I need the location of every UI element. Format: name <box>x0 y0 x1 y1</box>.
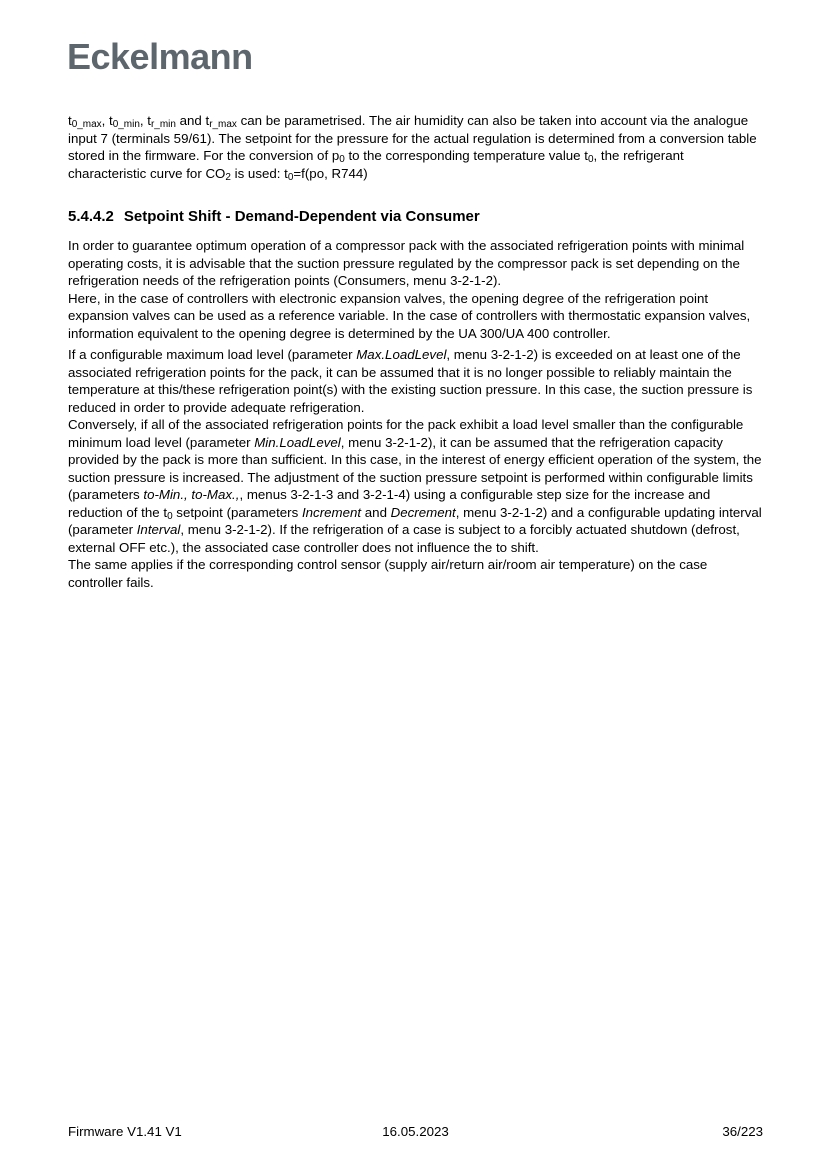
footer-firmware-version: Firmware V1.41 V1 <box>68 1124 182 1139</box>
section-number: 5.4.4.2 <box>68 208 114 225</box>
section-title: Setpoint Shift - Demand-Dependent via Consumer <box>123 208 480 225</box>
body-paragraph-2: If a configurable maximum load level (parameter Max.LoadLevel, menu 3-2-1-2) is exceeded on at least one of the associated refrigeration points for the pack, it can be assumed that it is no longer possible to reliably maintain the temperature at this/these refrigeration point(s) with the existing suction pressure. In this case, the suction pressure is reduced in order to provide adequate refrigeration. Conversely, if all of the associated refrigeration points for the pack exhibit a load level smaller than the configurable minimum load level (parameter Min.LoadLevel, menu 3-2-1-2), it can be assumed that the refrigeration capacity provided by the pack is more than sufficient. In this case, in the interest of energy efficient operation of the system, the suction pressure is increased. The adjustment of the suction pressure setpoint is performed within configurable limits (parameters to-Min., to-Max.,, menus 3-2-1-3 and 3-2-1-4) using a configurable step size for the increase and reduction of the $t_0$ setpoint (parameters Increment and Decrement, menu 3-2-1-2) and a configurable updating interval (parameter Interval, menu 3-2-1-2). If the refrigeration of a case is subject to a forcibly actuated shutdown (defrost, external OFF etc.), the associated case controller does not influence the to shift. The same applies if the corresponding control sensor (supply air/return air/room air temperature) on the case controller fails. <box>68 347 762 590</box>
footer-date: 16.05.2023 <box>382 1124 449 1139</box>
company-logo: Eckelmann <box>67 36 253 77</box>
footer-page-number: 36/223 <box>722 1124 763 1139</box>
section-heading <box>68 208 763 226</box>
page-footer <box>68 1123 763 1141</box>
intro-paragraph: $t_{0\_max}$, $t_{0\_min}$, $t_{r\_min}$ and $t_{r\_max}$ can be parametrised. The air humidity can also be taken into account via the analogue input 7 (terminals 59/61). The setpoint for the pressure for the actual regulation is determined from a conversion table stored in the firmware. For the conversion of $p_0$ to the corresponding temperature value $t_0$, the refrigerant characteristic curve for $CO_2$ is used: $t_0=f(po$, R744) <box>68 113 757 183</box>
body-paragraph-1: In order to guarantee optimum operation of a compressor pack with the associated refrigeration points with minimal operating costs, it is advisable that the suction pressure regulated by the compressor pack is set depending on the refrigeration needs of the refrigeration points (Consumers, menu 3-2-1-2). Here, in the case of controllers with electronic expansion valves, the opening degree of the refrigeration point expansion valves can be used as a reference variable. In the case of controllers with thermostatic expansion valves, information equivalent to the opening degree is determined by the UA 300/UA 400 controller. <box>68 238 751 341</box>
